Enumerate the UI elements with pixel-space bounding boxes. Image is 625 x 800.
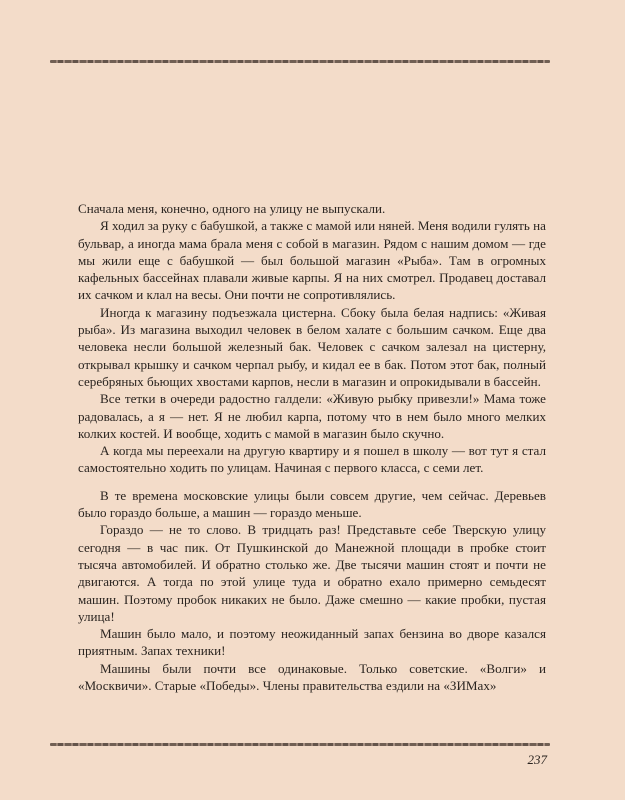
paragraph: Я ходил за руку с бабушкой, а также с мамой или няней. Меня водили гулять на бульвар, а иногда мама брала меня с собой в магазин. Рядом с нашим домом — где мы жили еще с бабушкой — был большой магазин «Рыба». Там в огромных кафельных бассейнах плавали живые карпы. Я на них смотрел. Продавец доставал их сачком и клал на весы. Они почти не сопротивлялись. <box>78 218 546 303</box>
paragraph: В те времена московские улицы были совсем другие, чем сейчас. Деревьев было гораздо больше, а машин — гораздо меньше. <box>78 487 546 521</box>
top-decorative-rule <box>50 60 550 63</box>
page-number: 237 <box>527 752 547 767</box>
bottom-decorative-rule <box>50 743 550 746</box>
paragraph: Все тетки в очереди радостно галдели: «Живую рыбку привезли!» Мама тоже радовалась, а я — нет. Я не любил карпа, потому что в нем было много мелких колких костей. И вообще, ходить с мамой в магазин было скучно. <box>78 391 546 441</box>
paragraph: Иногда к магазину подъезжала цистерна. Сбоку была белая надпись: «Живая рыба». Из магазина выходил человек в белом халате с большим сачком. Еще два человека несли большой железный бак. Человек с сачком залезал на цистерну, открывал крышку и сачком черпал рыбу, и кидал ее в бак. Потом этот бак, полный серебряных бьющих хвостами карпов, несли в магазин и опрокидывали в бассейн. <box>78 304 546 389</box>
paragraph: Машины были почти все одинаковые. Только советские. «Волги» и «Москвичи». Старые «Победы». Члены правительства ездили на «ЗИМах» <box>78 660 546 694</box>
paragraph: А когда мы переехали на другую квартиру и я пошел в школу — вот тут я стал самостоятельно ходить по улицам. Начиная с первого класса, с семи лет. <box>78 443 546 476</box>
paragraph: Машин было мало, и поэтому неожиданный запах бензина во дворе казался приятным. Запах техники! <box>78 626 546 659</box>
paragraph: Сначала меня, конечно, одного на улицу не выпускали. <box>78 201 386 216</box>
paragraph: Гораздо — не то слово. В тридцать раз! Представьте себе Тверскую улицу сегодня — в час пик. От Пушкинской до Манежной площади в пробке стоит тысяча автомобилей. И обратно столько же. Две тысячи машин стоят и почти не двигаются. А тогда по этой улице туда и обратно ехало примерно семьдесят машин. Поэтому пробок никаких не было. Даже смешно — какие пробки, пустая улица! <box>78 522 546 624</box>
body-text <box>78 200 546 694</box>
